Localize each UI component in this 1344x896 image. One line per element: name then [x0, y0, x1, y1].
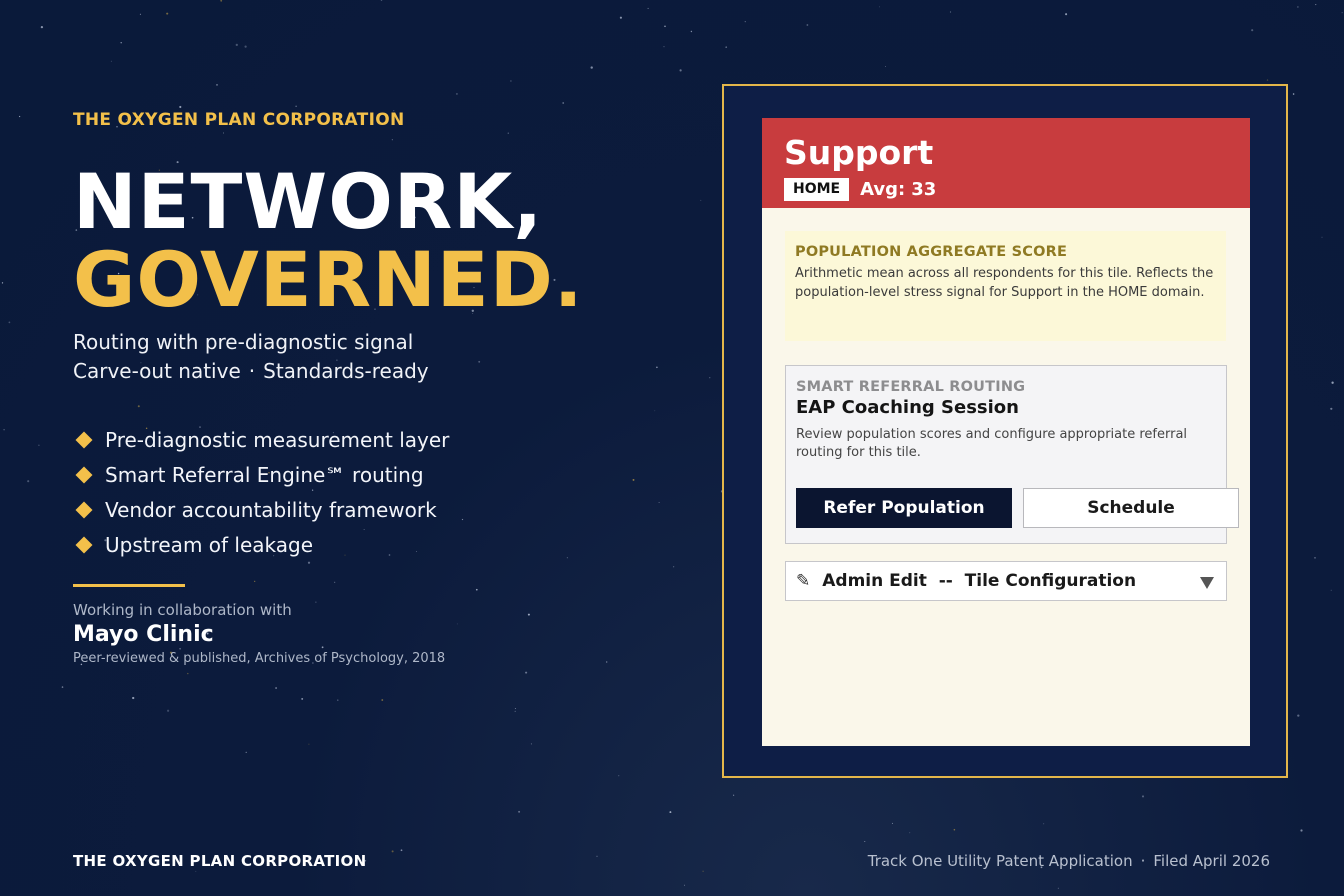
- feature-item: [73, 422, 449, 457]
- pencil-icon: ✎: [796, 571, 811, 591]
- star: [1315, 4, 1316, 5]
- star: [245, 46, 247, 48]
- referral-routing-card: [785, 365, 1227, 544]
- star: [138, 405, 140, 407]
- star: [1331, 382, 1333, 384]
- star: [9, 322, 11, 324]
- star: [1322, 237, 1323, 238]
- tile-frame: [722, 84, 1288, 778]
- star: [120, 42, 121, 43]
- star: [654, 410, 655, 411]
- star: [669, 811, 671, 813]
- star: [476, 589, 478, 591]
- referral-title: EAP Coaching Session: [796, 397, 1019, 418]
- star: [725, 46, 727, 48]
- admin-edit-label: Admin Edit -- Tile Configuration: [822, 571, 1137, 591]
- referral-description: Review population scores and configure appropriate referral routing for this tile.: [796, 427, 1188, 460]
- star: [236, 44, 238, 46]
- star: [525, 672, 527, 674]
- star: [562, 102, 564, 104]
- population-score-card: [785, 231, 1226, 341]
- star: [392, 850, 394, 852]
- star: [673, 566, 674, 567]
- star: [664, 25, 666, 27]
- feature-item: [73, 457, 449, 492]
- star: [62, 686, 64, 688]
- star: [1267, 79, 1268, 80]
- star: [879, 6, 880, 7]
- star: [223, 132, 224, 133]
- star: [216, 84, 218, 86]
- star: [733, 795, 734, 796]
- star: [1065, 13, 1067, 15]
- star: [596, 856, 597, 857]
- subheadline: [73, 328, 429, 386]
- subheadline-separator: ·: [248, 359, 256, 383]
- star: [909, 832, 910, 833]
- domain-badge: HOME: [784, 178, 849, 201]
- support-tile: [762, 118, 1250, 746]
- schedule-button[interactable]: Schedule: [1023, 488, 1239, 528]
- divider: [73, 584, 185, 587]
- average-score: [860, 179, 936, 200]
- star: [684, 885, 685, 886]
- diamond-bullet-icon: [76, 501, 93, 518]
- tile-header: [762, 118, 1250, 208]
- star: [1293, 93, 1295, 95]
- average-value: 33: [911, 179, 937, 200]
- star: [618, 775, 619, 776]
- star: [392, 139, 393, 140]
- star: [702, 871, 703, 872]
- star: [1297, 6, 1298, 7]
- star: [1251, 29, 1253, 31]
- star: [132, 697, 134, 699]
- star: [515, 708, 516, 709]
- subheadline-line-1: Routing with pre-diagnostic signal: [73, 330, 414, 354]
- star: [401, 849, 403, 851]
- star: [187, 673, 188, 674]
- star: [456, 93, 458, 95]
- refer-population-button[interactable]: Refer Population: [796, 488, 1012, 528]
- average-label: Avg:: [860, 179, 906, 200]
- star: [656, 367, 658, 369]
- footer-company-name: THE OXYGEN PLAN CORPORATION: [73, 852, 367, 870]
- feature-label: Upstream of leakage: [105, 532, 314, 557]
- star: [254, 581, 255, 582]
- diamond-bullet-icon: [76, 536, 93, 553]
- star: [301, 698, 303, 700]
- star: [528, 614, 530, 616]
- score-card-heading: POPULATION AGGREGATE SCORE: [795, 244, 1068, 260]
- feature-label: Smart Referral Engine℠ routing: [105, 462, 424, 487]
- star: [381, 0, 383, 1]
- star: [663, 46, 664, 47]
- footer-patent-notice: [868, 852, 1270, 870]
- star: [567, 557, 568, 558]
- star: [1297, 714, 1299, 716]
- feature-item: [73, 527, 449, 562]
- referral-section-label: SMART REFERRAL ROUTING: [796, 379, 1026, 395]
- star: [531, 743, 532, 744]
- star: [140, 14, 141, 15]
- star: [295, 106, 296, 107]
- diamond-bullet-icon: [76, 466, 93, 483]
- star: [27, 480, 29, 482]
- feature-list: [73, 422, 449, 562]
- star: [709, 377, 710, 378]
- star: [659, 502, 660, 503]
- collaboration-label: Working in collaboration with: [73, 601, 292, 619]
- star: [515, 711, 516, 712]
- feature-label: Vendor accountability framework: [105, 497, 437, 522]
- star: [1314, 557, 1315, 558]
- star: [648, 8, 649, 9]
- star: [508, 133, 509, 134]
- star: [2, 282, 3, 283]
- star: [478, 361, 480, 363]
- referral-actions: [796, 488, 1239, 528]
- star: [606, 661, 607, 662]
- star: [691, 31, 692, 32]
- collaboration-note: Peer-reviewed & published, Archives of Psychology, 2018: [73, 651, 446, 666]
- star: [462, 519, 463, 520]
- headline: [73, 157, 584, 324]
- star: [38, 445, 40, 447]
- star: [19, 116, 20, 117]
- star: [950, 11, 951, 12]
- star: [745, 21, 746, 22]
- star: [167, 710, 169, 712]
- star: [510, 80, 512, 82]
- company-name-top: THE OXYGEN PLAN CORPORATION: [73, 110, 405, 130]
- score-card-description: Arithmetic mean across all respondents for this tile. Reflects the population-level stress signal for Support in the HOME domain.: [795, 266, 1214, 300]
- star: [1342, 12, 1343, 13]
- feature-label: Pre-diagnostic measurement layer: [105, 427, 450, 452]
- star: [179, 106, 181, 108]
- diamond-bullet-icon: [76, 431, 93, 448]
- chevron-down-icon[interactable]: [1200, 577, 1214, 589]
- star: [195, 871, 196, 872]
- star: [381, 699, 383, 701]
- star: [308, 744, 309, 745]
- feature-item: [73, 492, 449, 527]
- filed-date: Filed April 2026: [1153, 852, 1270, 870]
- headline-line-2: GOVERNED.: [73, 235, 584, 324]
- star: [954, 829, 956, 831]
- star: [166, 13, 168, 15]
- tile-title: Support: [784, 133, 934, 172]
- star: [246, 752, 247, 753]
- star: [633, 479, 635, 481]
- star: [1300, 829, 1302, 831]
- star: [864, 841, 865, 842]
- subheadline-standards: Standards-ready: [263, 359, 429, 383]
- star: [3, 429, 4, 430]
- star: [337, 700, 338, 701]
- star: [41, 26, 43, 28]
- star: [885, 66, 886, 67]
- star: [680, 69, 682, 71]
- subheadline-line-2: [73, 357, 429, 386]
- subheadline-carve-out: Carve-out native: [73, 359, 241, 383]
- star: [1142, 795, 1144, 797]
- star: [1043, 823, 1044, 824]
- star: [334, 582, 335, 583]
- star: [700, 200, 701, 201]
- star: [892, 823, 893, 824]
- collaboration-partner: Mayo Clinic: [73, 622, 214, 647]
- star: [315, 602, 316, 603]
- star: [591, 66, 593, 68]
- star: [518, 811, 520, 813]
- star: [322, 646, 324, 648]
- patent-label: Track One Utility Patent Application: [867, 852, 1133, 870]
- footer-separator: ·: [1140, 852, 1146, 870]
- star: [1058, 888, 1059, 889]
- star: [457, 623, 458, 624]
- star: [1330, 408, 1332, 410]
- star: [807, 24, 809, 26]
- star: [275, 687, 277, 689]
- admin-edit-toggle[interactable]: [785, 561, 1227, 601]
- star: [1331, 590, 1332, 591]
- star: [220, 0, 222, 2]
- headline-line-1: NETWORK,: [73, 157, 544, 246]
- star: [620, 17, 622, 19]
- star: [111, 61, 112, 62]
- tile-meta: [784, 178, 1228, 201]
- star: [179, 648, 181, 650]
